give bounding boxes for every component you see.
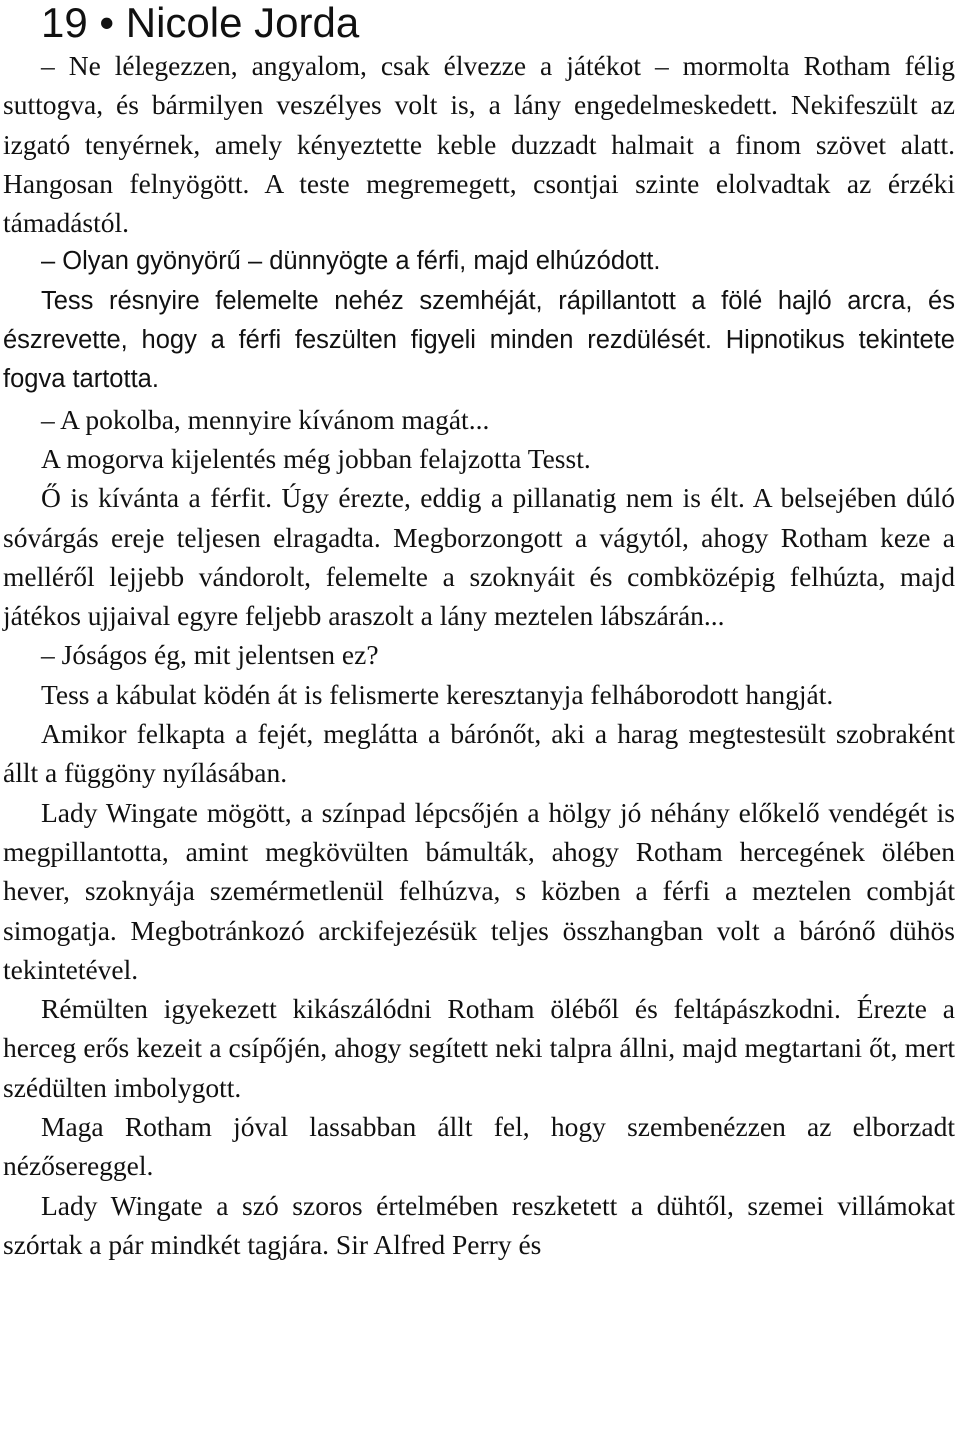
paragraph: – A pokolba, mennyire kívánom magát... [41, 403, 490, 435]
paragraph: – Ne lélegezzen, angyalom, csak élvezze a játékot – mormolta Rotham félig suttogva, és bármilyen veszélyes volt is, a lány engedelmeskedett. Nekifeszült az izgató tenyérnek, amely kényeztette keble duzzadt halmait a finom szövet alatt. Hangosan felnyögött. A teste megremegett, csontjai szinte elolvadtak az érzéki támadástól. [3, 50, 955, 239]
paragraph: – Jóságos ég, mit jelentsen ez? [41, 639, 379, 671]
paragraph: Tess a kábulat ködén át is felismerte keresztanyja felháborodott hangját. [41, 678, 834, 710]
running-header: 19 • Nicole Jorda [41, 0, 360, 46]
body-text [3, 46, 955, 1264]
paragraph: Rémülten igyekezett kikászálódni Rotham öléből és feltápászkodni. Érezte a herceg erős kezeit a csípőjén, ahogy segített neki talpra állni, majd megtartani őt, mert szédülten imbolygott. [3, 993, 955, 1103]
paragraph: – Olyan gyönyörű – dünnyögte a férfi, majd elhúzódott. [41, 247, 661, 276]
paragraph: Lady Wingate a szó szoros értelmében reszketett a dühtől, szemei villámokat szórtak a pár mindkét tagjára. Sir Alfred Perry és [3, 1189, 955, 1260]
paragraph: Lady Wingate mögött, a színpad lépcsőjén a hölgy jó néhány előkelő vendégét is megpillantotta, amint megkövülten bámulták, ahogy Rotham hercegének ölében hever, szoknyája szemérmetlenül felhúzva, s közben a férfi a meztelen combját simogatja. Megbotránkozó arckifejezésük teljes összhangban volt a bárónő dühös tekintetével. [3, 796, 955, 985]
document-page [3, 0, 955, 1264]
paragraph: Tess résnyire felemelte nehéz szemhéját, rápillantott a fölé hajló arcra, és észrevette, hogy a férfi feszülten figyeli minden rezdülését. Hipnotikus tekintete fogva tartotta. [3, 286, 955, 394]
paragraph: Ő is kívánta a férfit. Úgy érezte, eddig a pillanatig nem is élt. A belsejében dúló sóvárgás ereje teljesen elragadta. Megborzongott a vágytól, ahogy Rotham keze a melléről lejjebb vándorolt, felemelte a szoknyáit és combközépig felhúzta, majd játékos ujjaival egyre feljebb araszolt a lány meztelen lábszárán... [3, 482, 955, 632]
paragraph: Maga Rotham jóval lassabban állt fel, hogy szembenézzen az elborzadt nézősereggel. [3, 1111, 955, 1182]
paragraph: A mogorva kijelentés még jobban felajzotta Tesst. [41, 442, 591, 474]
paragraph: Amikor felkapta a fejét, meglátta a bárónőt, aki a harag megtestesült szobraként állt a függöny nyílásában. [3, 718, 955, 789]
